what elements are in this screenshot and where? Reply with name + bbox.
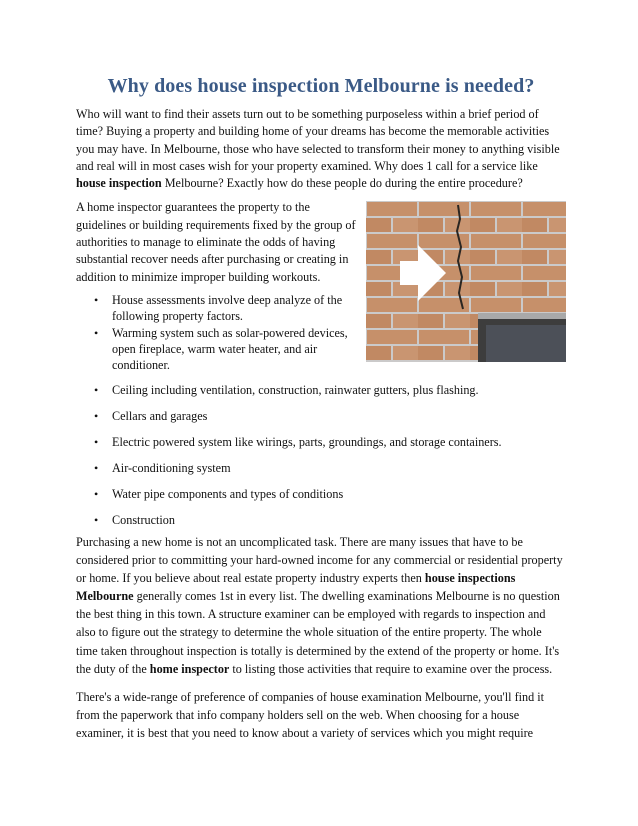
purchasing-text-1: Purchasing a new home is not an uncomplicated task. There are many issues that have to be considered prior to committing your hard-owned income for any commercial or residential property or home. If you believe about real estate property industry experts then <box>76 534 563 586</box>
list-item: • Air-conditioning system <box>112 460 566 476</box>
purchasing-text-3: to listing those activities that require to examine over the process. <box>229 661 553 676</box>
list-item: • House assessments involve deep analyze of the following property factors. <box>112 292 566 324</box>
intro-text-1: Who will want to find their assets turn out to be something purposeless within a brief period of time? Buying a property and building home of your dreams has become the memorable activities you may have. In Melbourne, those who have selected to transform their money to anything visible and real will in most cases wish for your property examined. Why does 1 call for a service like <box>76 107 560 173</box>
document-title: Why does house inspection Melbourne is needed? <box>107 75 535 97</box>
inspector-paragraph: A home inspector guarantees the property to the guidelines or building requirements fixed by the group of authorities to manage to eliminate the odds of having substantial recover needs after purchasing or creating in addition to minimize improper building workouts. <box>76 200 356 284</box>
house-inspections-melbourne-bold: house inspections Melbourne <box>76 571 516 604</box>
list-item: • Cellars and garages <box>112 408 566 424</box>
house-inspection-bold: house inspection <box>76 176 162 191</box>
list-item: • Ceiling including ventilation, construction, rainwater gutters, plus flashing. <box>112 382 566 398</box>
intro-paragraph <box>76 106 566 192</box>
companies-paragraph: There's a wide-range of preference of companies of house examination Melbourne, you'll find it from the paperwork that info company holders sell on the web. When choosing for a house examiner, it is best that you need to know about a variety of services which you might require <box>76 689 545 740</box>
list-item: • Warming system such as solar-powered devices, open fireplace, warm water heater, and air conditioner. <box>112 325 566 373</box>
list-item: • Electric powered system like wirings, parts, groundings, and storage containers. <box>112 434 566 450</box>
intro-text-2: Melbourne? Exactly how do these people do during the entire procedure? <box>161 176 523 191</box>
purchasing-paragraph <box>76 533 566 678</box>
list-item: • Construction <box>112 512 566 528</box>
list-item: • Water pipe components and types of conditions <box>112 486 566 502</box>
purchasing-text-2: generally comes 1st in every list. The dwelling examinations Melbourne is no question the best thing in this town. A structure examiner can be employed with regards to inspection and also to figure out the strategy to determine the whole situation of the entire property. The whole time taken throughout inspection is totally is determined by the extend of the property or home. It's the duty of the <box>76 589 560 676</box>
inspection-factors-list <box>76 292 566 528</box>
document-page <box>76 74 566 742</box>
home-inspector-bold: home inspector <box>149 661 230 676</box>
